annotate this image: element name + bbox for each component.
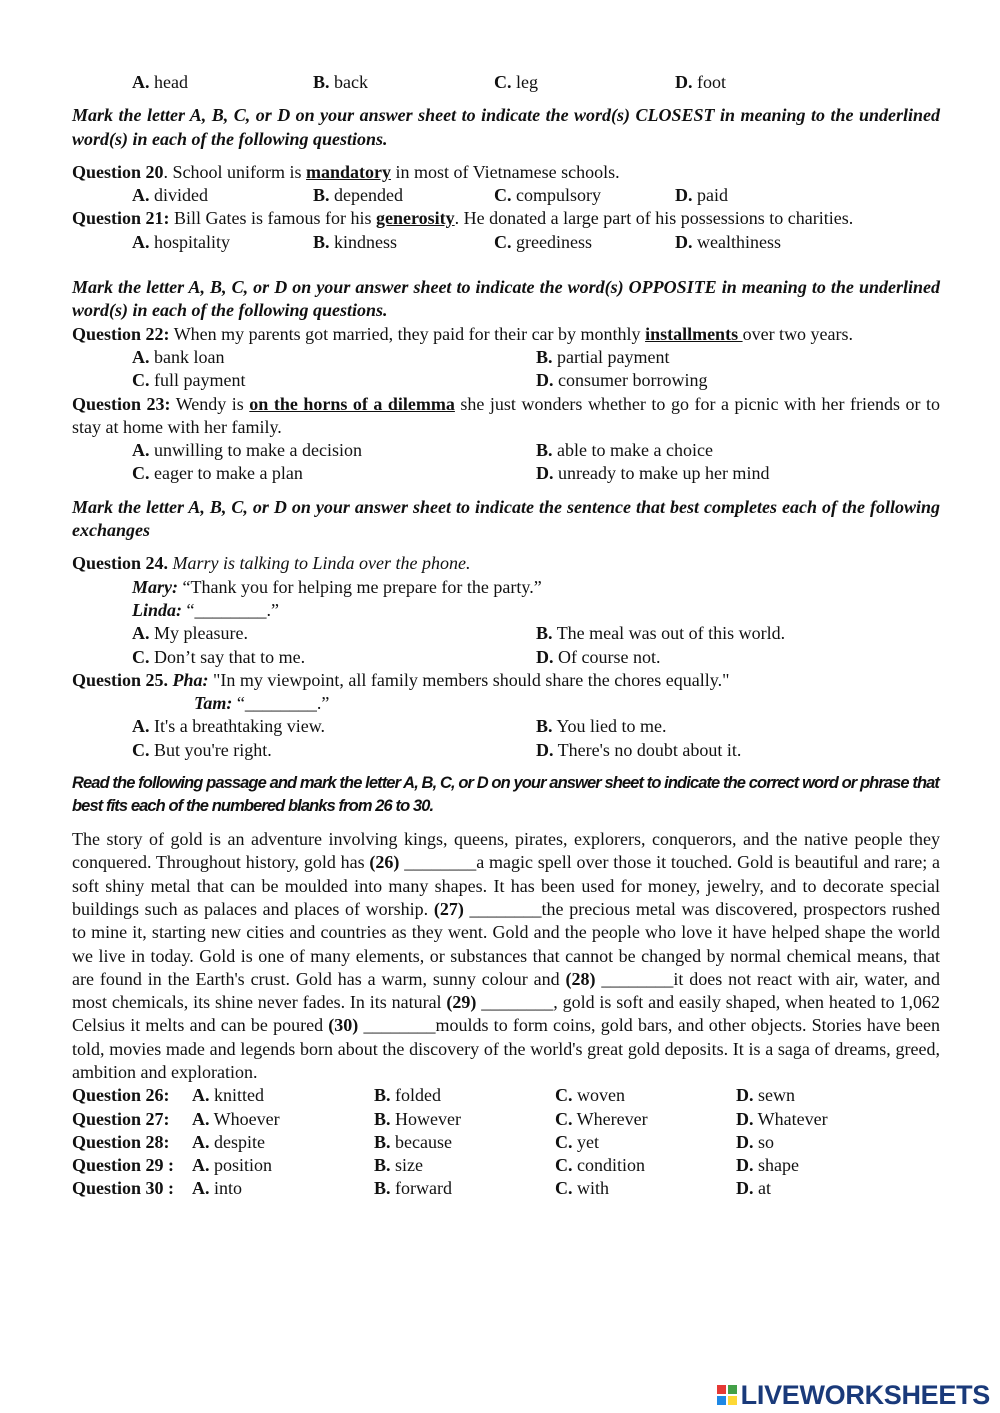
q30-option-c[interactable]: C. with bbox=[555, 1178, 610, 1199]
q24-options-row-1 bbox=[72, 622, 940, 645]
q26-option-b[interactable]: B. folded bbox=[374, 1085, 441, 1106]
q30-option-a[interactable]: A. into bbox=[192, 1178, 243, 1199]
q29-option-a[interactable]: A. position bbox=[192, 1155, 273, 1176]
q23-option-a[interactable]: A. unwilling to make a decision bbox=[132, 440, 362, 461]
underlined-word: generosity bbox=[376, 208, 455, 229]
q22-option-c[interactable]: C. full payment bbox=[132, 370, 246, 391]
q19-option-d[interactable]: D. foot bbox=[675, 72, 726, 92]
q27-options: Question 27: A. Whoever B. However C. Wherever D. Whatever bbox=[72, 1108, 940, 1131]
question-23: Question 23: Wendy is on the horns of a dilemma she just wonders whether to go for a picnic with her friends or to stay at home with her family. bbox=[72, 393, 940, 437]
question-21: Question 21: Bill Gates is famous for his generosity. He donated a large part of his possessions to charities. bbox=[72, 208, 854, 229]
q21-option-c[interactable]: C. greediness bbox=[494, 231, 592, 252]
q24-option-d[interactable]: D. Of course not. bbox=[536, 646, 661, 667]
blank-28-number: (28) bbox=[565, 968, 596, 989]
blank-30-number: (30) bbox=[328, 1015, 359, 1036]
question-24: Question 24. Marry is talking to Linda over the phone. bbox=[72, 553, 471, 574]
q28-option-c[interactable]: C. yet bbox=[555, 1131, 599, 1152]
q29-option-d[interactable]: D. shape bbox=[736, 1155, 799, 1176]
q19-option-c[interactable]: C. leg bbox=[494, 72, 538, 92]
q23-options-row-2 bbox=[72, 462, 940, 485]
blank-26-number: (26) bbox=[369, 852, 400, 873]
underlined-word: mandatory bbox=[306, 161, 392, 182]
q21-options bbox=[72, 231, 940, 254]
q20-option-d[interactable]: D. paid bbox=[675, 185, 728, 206]
q28-options: Question 28: A. despite B. because C. yet D. so bbox=[72, 1131, 940, 1154]
q24-mary-line: Mary: “Thank you for helping me prepare for the party.” bbox=[132, 576, 542, 597]
opposite-instruction: Mark the letter A, B, C, or D on your answer sheet to indicate the word(s) OPPOSITE in meaning to the underlined word(s) in each of the following questions. bbox=[72, 277, 940, 321]
q30-options: Question 30 : A. into B. forward C. with D. at bbox=[72, 1177, 940, 1200]
logo-block-green bbox=[728, 1385, 737, 1394]
q22-options-row-1 bbox=[72, 346, 940, 369]
q19-option-a[interactable]: A. head bbox=[132, 72, 188, 92]
q26-options: Question 26: A. knitted B. folded C. woven D. sewn bbox=[72, 1084, 940, 1107]
passage-instruction: Read the following passage and mark the letter A, B, C, or D on your answer sheet to indicate the correct word or phrase that best fits each of the numbered blanks from 26 to 30. bbox=[72, 774, 940, 816]
q29-option-c[interactable]: C. condition bbox=[555, 1155, 645, 1176]
q22-option-d[interactable]: D. consumer borrowing bbox=[536, 370, 708, 391]
q24-option-b[interactable]: B. The meal was out of this world. bbox=[536, 623, 786, 644]
q21-option-d[interactable]: D. wealthiness bbox=[675, 231, 781, 252]
q22-option-a[interactable]: A. bank loan bbox=[132, 346, 225, 367]
logo-block-yellow bbox=[728, 1396, 737, 1405]
q25-options-row-1 bbox=[72, 715, 940, 738]
question-25: Question 25. Pha: "In my viewpoint, all family members should share the chores equally." bbox=[72, 669, 730, 690]
logo-block-blue bbox=[717, 1396, 726, 1405]
q25-option-a[interactable]: A. It's a breathtaking view. bbox=[132, 716, 326, 737]
exchange-instruction: Mark the letter A, B, C, or D on your answer sheet to indicate the sentence that best completes each of the following exchanges bbox=[72, 496, 940, 541]
q23-option-c[interactable]: C. eager to make a plan bbox=[132, 463, 303, 484]
q24-options-row-2 bbox=[72, 646, 940, 669]
logo-blocks-icon bbox=[717, 1385, 737, 1405]
q21-option-b[interactable]: B. kindness bbox=[313, 231, 398, 252]
q27-option-c[interactable]: C. Wherever bbox=[555, 1108, 648, 1129]
q25-option-b[interactable]: B. You lied to me. bbox=[536, 716, 667, 737]
q21-option-a[interactable]: A. hospitality bbox=[132, 231, 230, 252]
logo-text: LIVEWORKSHEETS bbox=[740, 1379, 990, 1410]
q28-option-b[interactable]: B. because bbox=[374, 1131, 452, 1152]
underlined-word: installments bbox=[645, 323, 743, 344]
q27-option-a[interactable]: A. Whoever bbox=[192, 1108, 280, 1129]
reading-passage: The story of gold is an adventure involving kings, queens, pirates, explorers, conquerors, and the native people they conquered. Throughout history, gold has (26) ________a magic spell over those it touched. Gold is beautiful and rare; a soft shiny metal that can be moulded into many shapes. It has been used for money, jewelry, and to decorate special buildings such as palaces and places of worship. (27) ________the precious metal was discovered, prospectors rushed to mine it, starting new cities and countries as they went. Gold and the people who love it have helped shape the world we live in today. Gold is one of many elements, or substances that cannot be changed by normal chemical means, that are found in the Earth's crust. Gold has a warm, sunny colour and (28) ________it does not react with air, water, and most chemicals, its shine never fades. In its natural (29) ________, gold is soft and easily shaped, when heated to 1,062 Celsius it melts and can be poured (30) ________moulds to form coins, gold bars, and other objects. Stories have been told, movies made and legends born about the discovery of the world's great gold deposits. It is a saga of dreams, greed, ambition and exploration. bbox=[72, 829, 940, 1082]
q23-options-row-1 bbox=[72, 439, 940, 462]
q29-option-b[interactable]: B. size bbox=[374, 1155, 423, 1176]
q25-option-c[interactable]: C. But you're right. bbox=[132, 739, 272, 760]
q20-option-c[interactable]: C. compulsory bbox=[494, 185, 601, 206]
liveworksheets-logo bbox=[717, 1379, 990, 1410]
q19-option-b[interactable]: B. back bbox=[313, 72, 368, 92]
q20-options bbox=[72, 184, 940, 207]
worksheet-page bbox=[72, 71, 940, 1201]
q24-linda-line: Linda: “________.” bbox=[132, 599, 279, 620]
q28-option-d[interactable]: D. so bbox=[736, 1131, 775, 1152]
logo-block-red bbox=[717, 1385, 726, 1394]
q25-option-d[interactable]: D. There's no doubt about it. bbox=[536, 739, 742, 760]
q24-option-c[interactable]: C. Don’t say that to me. bbox=[132, 646, 306, 667]
closest-instruction: Mark the letter A, B, C, or D on your answer sheet to indicate the word(s) CLOSEST in meaning to the underlined word(s) in each of the following questions. bbox=[72, 105, 940, 149]
q26-option-a[interactable]: A. knitted bbox=[192, 1085, 264, 1106]
q20-option-b[interactable]: B. depended bbox=[313, 185, 403, 206]
q22-options-row-2 bbox=[72, 369, 940, 392]
q25-tam-line: Tam: “________.” bbox=[194, 693, 330, 714]
underlined-phrase: on the horns of a dilemma bbox=[249, 393, 455, 414]
q23-option-d[interactable]: D. unready to make up her mind bbox=[536, 463, 770, 484]
question-20: Question 20. School uniform is mandatory in most of Vietnamese schools. bbox=[72, 161, 620, 182]
blank-27-number: (27) bbox=[433, 898, 464, 919]
q30-option-d[interactable]: D. at bbox=[736, 1178, 771, 1199]
q27-option-d[interactable]: D. Whatever bbox=[736, 1108, 828, 1129]
q27-option-b[interactable]: B. However bbox=[374, 1108, 461, 1129]
q30-option-b[interactable]: B. forward bbox=[374, 1178, 452, 1199]
q28-option-a[interactable]: A. despite bbox=[192, 1131, 265, 1152]
q26-option-c[interactable]: C. woven bbox=[555, 1085, 625, 1106]
q25-options-row-2 bbox=[72, 739, 940, 762]
q22-option-b[interactable]: B. partial payment bbox=[536, 346, 670, 367]
q26-option-d[interactable]: D. sewn bbox=[736, 1085, 795, 1106]
q24-option-a[interactable]: A. My pleasure. bbox=[132, 623, 248, 644]
q29-options: Question 29 : A. position B. size C. condition D. shape bbox=[72, 1154, 940, 1177]
q19-options bbox=[72, 71, 940, 94]
q23-option-b[interactable]: B. able to make a choice bbox=[536, 440, 713, 461]
blank-29-number: (29) bbox=[446, 992, 477, 1013]
q20-option-a[interactable]: A. divided bbox=[132, 185, 208, 206]
question-22: Question 22: When my parents got married, they paid for their car by monthly installments over two years. bbox=[72, 323, 854, 344]
